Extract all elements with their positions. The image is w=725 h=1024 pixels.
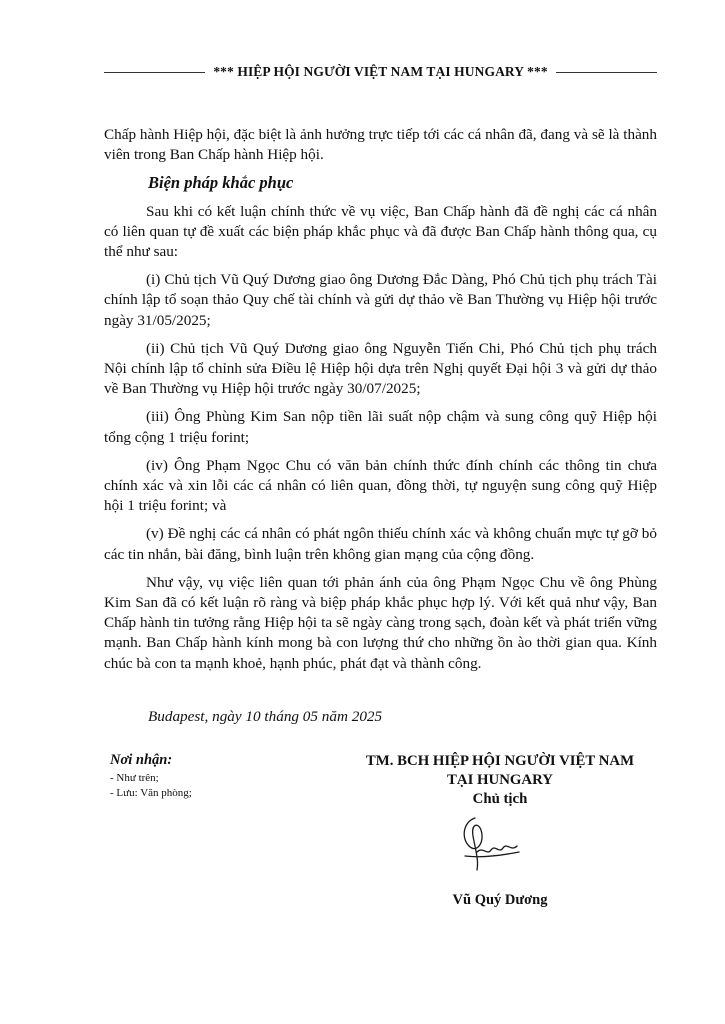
list-item-1: (i) Chủ tịch Vũ Quý Dương giao ông Dương Đắc Dàng, Phó Chủ tịch phụ trách Tài chính lập tổ soạn thảo Quy chế tài chính và gửi dự thảo về Ban Thường vụ Hiệp hội trước ngày 31/05/2025;	[104, 271, 657, 329]
org-line-1: TM. BCH HIỆP HỘI NGƯỜI VIỆT NAM	[365, 753, 635, 769]
handwritten-signature	[455, 812, 530, 874]
list-item-4: (iv) Ông Phạm Ngọc Chu có văn bản chính thức đính chính các thông tin chưa chính xác và xin lỗi các cá nhân có liên quan, đồng thời, tự nguyện sung công quỹ Hiệp hội 1 triệu forint; và	[104, 456, 657, 515]
conclusion-paragraph: Như vậy, vụ việc liên quan tới phản ánh của ông Phạm Ngọc Chu về ông Phùng Kim San đã có kết luận rõ ràng và biệp pháp khắc phục hợp lý. Với kết quả như vậy, Ban Chấp hành tin tưởng rằng Hiệp hội ta sẽ ngày càng trong sạch, đoàn kết và phát triển vững mạnh. Ban Chấp hành kính mong bà con lượng thứ cho những ồn ào thời gian qua. Kính chúc bà con ta mạnh khoẻ, hạnh phúc, phát đạt và thành công.	[104, 573, 657, 672]
document-header	[104, 64, 657, 80]
recipients	[110, 752, 192, 801]
section-heading: Biện pháp khắc phục	[148, 173, 294, 193]
list-item-5: (v) Đề nghị các cá nhân có phát ngôn thiếu chính xác và không chuẩn mực tự gỡ bỏ các tin nhắn, bài đăng, bình luận trên không gian mạng của cộng đồng.	[104, 525, 657, 563]
list-item-2: (ii) Chủ tịch Vũ Quý Dương giao ông Nguyễn Tiến Chi, Phó Chủ tịch phụ trách Nội chính lập tổ chỉnh sửa Điều lệ Hiệp hội dựa trên Nghị quyết Đại hội 3 và gửi dự thảo về Ban Thường vụ Hiệp hội trước ngày 30/07/2025;	[104, 339, 657, 398]
signer-name: Vũ Quý Dương	[452, 892, 548, 908]
dateline: Budapest, ngày 10 tháng 05 năm 2025	[148, 708, 383, 725]
recipient-item: - Như trên;	[110, 772, 159, 784]
list-item-3: (iii) Ông Phùng Kim San nộp tiền lãi suất nộp chậm và sung công quỹ Hiệp hội tổng cộng 1 triệu forint;	[104, 408, 657, 446]
header-rule-right	[556, 72, 657, 73]
signer-role: Chủ tịch	[472, 791, 528, 807]
intro-paragraph: Chấp hành Hiệp hội, đặc biệt là ảnh hưởng trực tiếp tới các cá nhân đã, đang và sẽ là thành viên trong Ban Chấp hành Hiệp hội.	[104, 126, 657, 164]
org-line-2: TẠI HUNGARY	[447, 772, 553, 788]
paragraph-1: Sau khi có kết luận chính thức về vụ việc, Ban Chấp hành đã đề nghị các cá nhân có liên quan tự đề xuất các biện pháp khắc phục và đã được Ban Chấp hành thông qua, cụ thể như sau:	[104, 202, 657, 261]
document-body	[104, 125, 657, 682]
recipient-item: - Lưu: Văn phòng;	[110, 787, 192, 799]
signature-block	[350, 752, 650, 809]
header-rule-left	[104, 72, 205, 73]
recipients-title: Nơi nhận:	[110, 752, 173, 768]
header-title: *** HIỆP HỘI NGƯỜI VIỆT NAM TẠI HUNGARY ***	[213, 64, 548, 79]
